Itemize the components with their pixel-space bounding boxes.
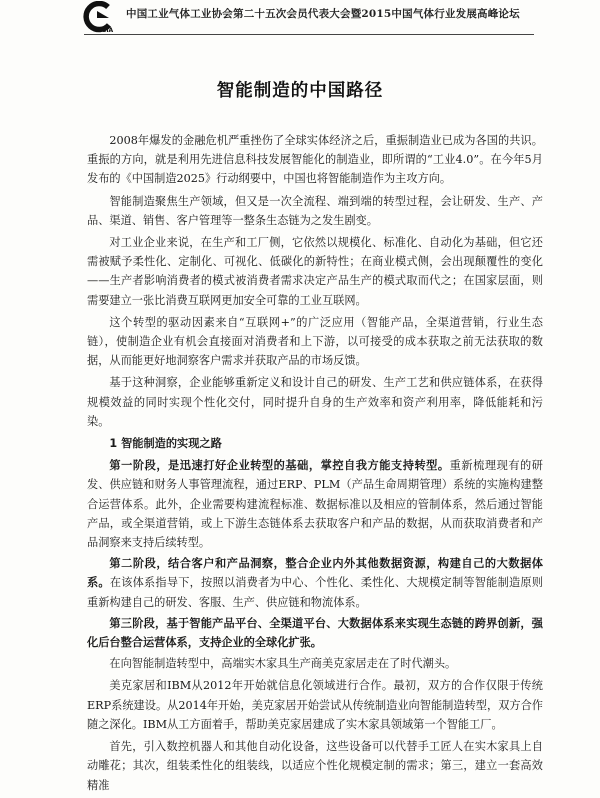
paragraph: 这个转型的驱动因素来自“互联网+”的广泛应用（智能产品，全渠道营销，行业生态链），使制造企业有机会直接面对消费者和上下游，以可接受的成本获取之前无法获取的数据，从而能更好地洞察客户需求并获取产品的市场反馈。 — [87, 315, 543, 368]
paragraph: 2008年爆发的金融危机严重挫伤了全球实体经济之后，重振制造业已成为各国的共识。重振的方向，就是利用先进信息科技发展智能化的制造业，即所谓的“工业4.0”。在今年5月发布的《中国制造2025》行动纲要中，中国也将智能制造作为主攻方向。 — [87, 134, 543, 186]
cgia-logo-icon — [82, 1, 116, 35]
paragraph: 在向智能制造转型中，高端实木家具生产商美克家居走在了时代潮头。 — [109, 657, 457, 671]
article-title: 智能制造的中国路径 — [216, 81, 384, 101]
paragraph: 对工业企业来说，在生产和工厂侧，它依然以规模化、标准化、自动化为基础，但它还需被赋予柔性化、定制化、可视化、低碳化的新特性；在商业模式侧，会出现颠覆性的变化——生产者影响消费者的模式被消费者需求决定产品生产的模式取而代之；在国家层面，则需要建立一张比消费互联网更加安全可靠的工业互联网。 — [87, 236, 543, 307]
stage-text: 重新梳理现有的研发、供应链和财务人事管理流程，通过ERP、PLM（产品生命周期管理）系统的实施构建整合运营体系。此外，企业需要构建流程标准、数据标准以及相应的管制体系，然后通过智能产品，或全渠道营销，或上下游生态链体系去获取客户和产品的数据，从而获取消费者和产品洞察来支持后续转型。 — [87, 459, 543, 550]
stage-paragraph — [87, 614, 543, 652]
paragraph: 首先，引入数控机器人和其他自动化设备，这些设备可以代替手工匠人在实木家具上自动雕花；其次，组装柔性化的组装线，以适应个性化规模定制的需求；第三，建立一套高效精准 — [87, 740, 543, 792]
section-heading: 1 智能制造的实现之路 — [109, 437, 222, 451]
paragraph: 美克家居和IBM从2012年开始就信息化领域进行合作。最初，双方的合作仅限于传统ERP系统建设。从2014年开始，美克家居开始尝试从传统制造业向智能制造转型，双方合作随之深化。IBM从工方面着手，帮助美克家居建成了实木家具领域第一个智能工厂。 — [87, 679, 543, 731]
paragraph: 基于这种洞察，企业能够重新定义和设计自己的研发、生产工艺和供应链体系，在获得规模效益的同时实现个性化交付，同时提升自身的生产效率和资产利用率，降低能耗和污染。 — [87, 376, 543, 428]
stage-lead: 第三阶段，基于智能产品平台、全渠道平台、大数据体系来实现生态链的跨界创新，强化后台整合运营体系，支持企业的全球化扩张。 — [87, 616, 543, 650]
header-divider — [84, 34, 534, 35]
running-header — [0, 0, 600, 40]
article-body — [87, 131, 543, 798]
paragraph: 智能制造聚焦生产领域，但又是一次全流程、端到端的转型过程，会让研发、生产、产品、渠道、销售、客户管理等一整条生态链为之发生剧变。 — [87, 194, 543, 227]
stage-text: 在该体系指导下，按照以消费者为中心、个性化、柔性化、大规模定制等智能制造原则重新构建自己的研发、客服、生产、供应链和物流体系。 — [87, 576, 543, 609]
logo-text: CGIA — [97, 27, 114, 34]
stage-paragraph — [87, 554, 543, 612]
stage-lead: 第一阶段，是迅速打好企业转型的基础，掌控自我方能支持转型。 — [109, 459, 450, 473]
running-title: 中国工业气体工业协会第二十五次会员代表大会暨2015中国气体行业发展高峰论坛 — [126, 8, 520, 20]
stage-lead: 第二阶段，结合客户和产品洞察，整合企业内外其他数据资源，构建自己的大数据体系。 — [87, 557, 543, 590]
stage-paragraph — [87, 456, 543, 552]
